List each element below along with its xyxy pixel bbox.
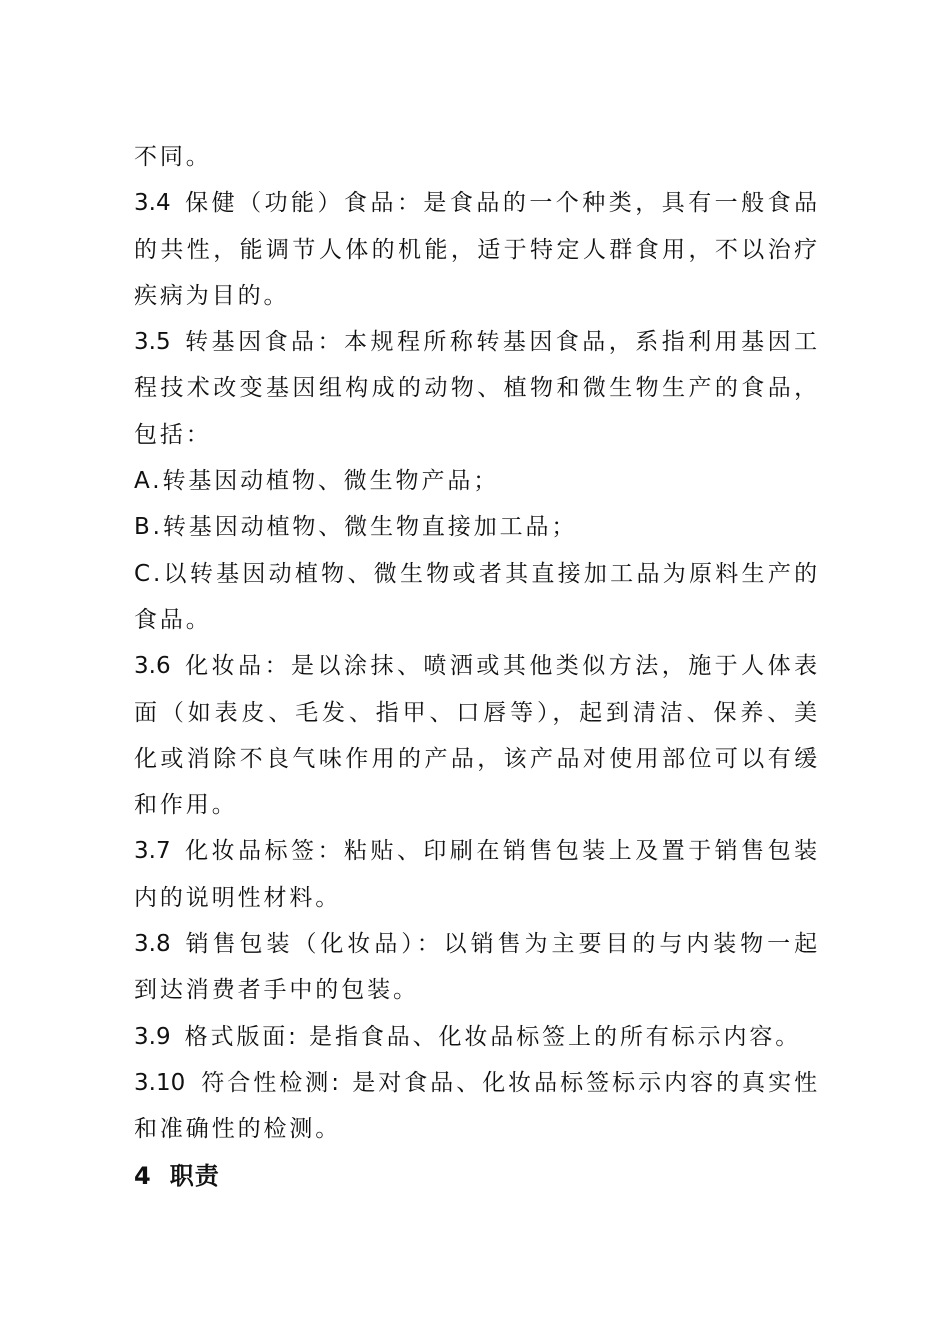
clause-text: 销售包装（化妆品）：以销售为主要目的与内装物一起到达消费者手中的包装。 [134, 931, 820, 1004]
clause-text: 格式版面: 是指食品、化妆品标签上的所有标示内容。 [184, 1023, 802, 1050]
clause-text: 化妆品：是以涂抹、喷洒或其他类似方法，施于人体表面（如表皮、毛发、指甲、口唇等），起到清洁、保养、美化或消除不良气味作用的产品，该产品对使用部位可以有缓和作用。 [134, 653, 820, 819]
clause-3-7 [134, 828, 820, 921]
clause-number: 3.10 [134, 1069, 186, 1096]
clause-number: 3.4 [134, 190, 171, 217]
clause-text: 保健（功能）食品：是食品的一个种类，具有一般食品的共性，能调节人体的机能，适于特定人群食用，不以治疗疾病为目的。 [134, 190, 820, 309]
clause-number: 3.5 [134, 329, 171, 356]
paragraph-continuation: 不同。 [134, 144, 212, 170]
section-heading [134, 1153, 820, 1199]
clause-number: 3.7 [134, 838, 171, 865]
document-page [134, 134, 820, 1199]
section-number: 4 [134, 1161, 152, 1190]
clause-number: 3.8 [134, 931, 171, 958]
clause-text: 化妆品标签：粘贴、印刷在销售包装上及置于销售包装内的说明性材料。 [134, 838, 820, 911]
clause-3-8 [134, 921, 820, 1014]
clause-3-6 [134, 643, 820, 828]
section-title: 职责 [169, 1161, 220, 1190]
clause-3-4 [134, 180, 820, 319]
clause-text: 转基因食品：本规程所称转基因食品，系指利用基因工程技术改变基因组构成的动物、植物和微生物生产的食品，包括： [134, 329, 820, 448]
clause-number: 3.6 [134, 653, 171, 680]
list-item-a: A.转基因动植物、微生物产品； [134, 468, 500, 495]
clause-3-5 [134, 319, 820, 458]
clause-number: 3.9 [134, 1023, 171, 1050]
clause-text: 符合性检测: 是对食品、化妆品标签标示内容的真实性和准确性的检测。 [134, 1069, 820, 1143]
clause-3-9 [134, 1014, 820, 1060]
list-item-b: B.转基因动植物、微生物直接加工品； [134, 514, 578, 541]
list-item-c: C.以转基因动植物、微生物或者其直接加工品为原料生产的食品。 [134, 560, 820, 633]
clause-3-10 [134, 1060, 820, 1153]
